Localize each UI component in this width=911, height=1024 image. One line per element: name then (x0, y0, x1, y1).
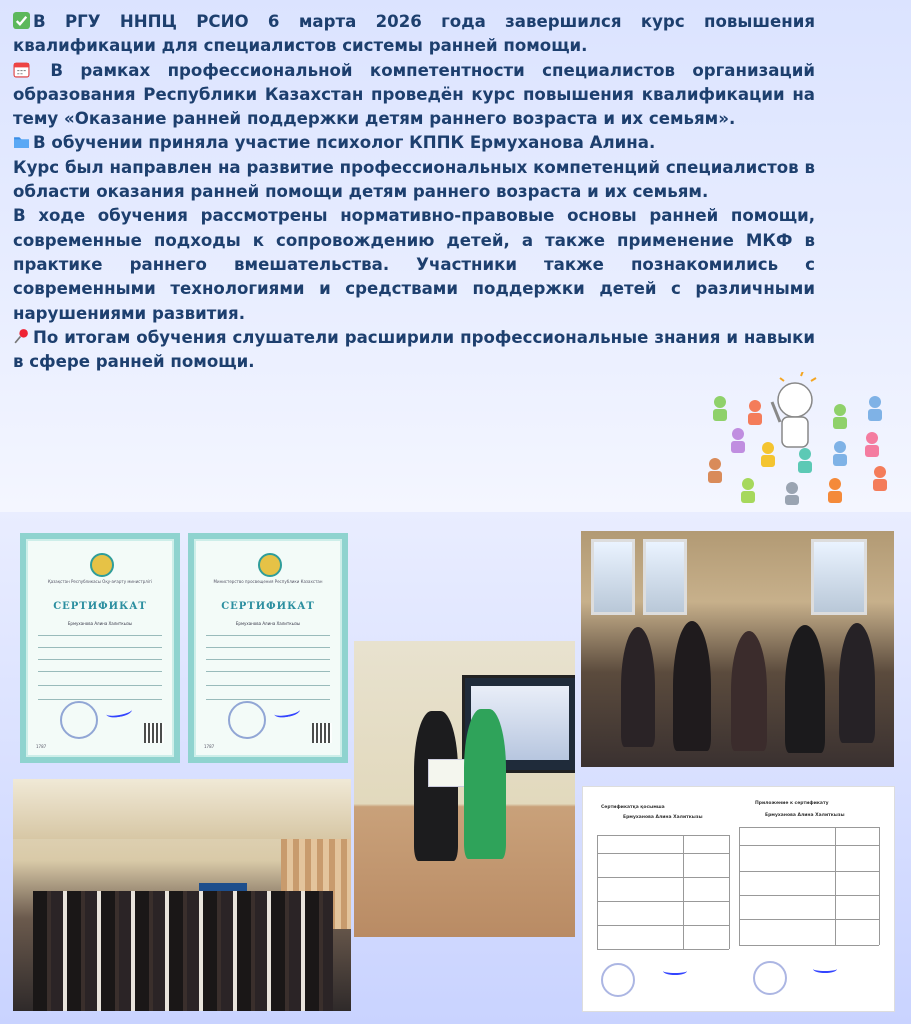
table-line (739, 945, 879, 946)
divider (38, 647, 162, 648)
certificate-name: Ермуханова Алина Халиткызы (67, 621, 133, 626)
divider (38, 671, 162, 672)
post-text (13, 10, 815, 374)
table-line (879, 827, 880, 945)
paragraph-6-text: По итогам обучения слушатели расширили профессиональные знания и навыки в сфере ранней помощи. (13, 327, 815, 372)
table-line (683, 835, 684, 949)
certificate-number: 1787 (204, 744, 215, 749)
table-line (739, 895, 879, 896)
certificate-name: Ермуханова Алина Халиткызы (235, 621, 301, 626)
paragraph-4 (13, 156, 815, 205)
divider (206, 659, 330, 660)
qr-code-icon (144, 723, 164, 743)
certificate-title: СЕРТИФИКАТ (221, 601, 315, 612)
appendix-heading-ru: Приложение к сертификату (755, 801, 829, 806)
certificate-kazakh-photo (20, 533, 180, 763)
qr-code-icon (312, 723, 332, 743)
certificate-in-hand (428, 759, 466, 787)
participant (464, 709, 506, 859)
check-mark-icon (13, 12, 30, 29)
children-illustration (700, 372, 900, 507)
certificate-header: Қазақстан Республикасы Оқу-ағарту министрлігі (47, 579, 153, 584)
table-line (739, 919, 879, 920)
classroom-photo (581, 531, 894, 767)
signature (273, 705, 300, 719)
table-line (597, 853, 729, 854)
divider (38, 659, 162, 660)
table-line (597, 835, 729, 836)
table-line (739, 827, 879, 828)
folder-icon (13, 133, 30, 150)
paragraph-3 (13, 131, 815, 155)
participant (785, 625, 825, 753)
paragraph-1 (13, 10, 815, 59)
participants-group (33, 891, 333, 1011)
table-line (739, 827, 740, 945)
stamp-seal (753, 961, 787, 995)
stamp-seal (601, 963, 635, 997)
table-line (597, 949, 729, 950)
emblem-icon (258, 553, 282, 577)
emblem-icon (90, 553, 114, 577)
pushpin-icon (13, 328, 30, 345)
appendix-heading-kz: Сертификатқа қосымша (601, 805, 665, 810)
table-line (597, 835, 598, 949)
signature (663, 967, 687, 975)
paragraph-3-text: В обучении приняла участие психолог КППК Ермуханова Алина. (33, 133, 656, 153)
paragraph-5 (13, 204, 815, 325)
divider (206, 635, 330, 636)
group-photo (13, 779, 351, 1011)
divider (206, 647, 330, 648)
appendix-name-kz: Ермуханова Алина Халиткызы (623, 815, 703, 820)
certificate-number: 1787 (36, 744, 47, 749)
certificate-appendix-photo (582, 786, 895, 1012)
window (811, 539, 867, 615)
paragraph-4-text: Курс был направлен на развитие профессиональных компетенций специалистов в области оказания ранней помощи детям раннего возраста и их семьям. (13, 157, 815, 202)
stamp-seal (60, 701, 98, 739)
window (643, 539, 687, 615)
certificate-title: СЕРТИФИКАТ (53, 601, 147, 612)
participant (621, 627, 655, 747)
paragraph-2 (13, 59, 815, 132)
certificate-presentation-photo (354, 641, 575, 937)
signature (105, 705, 132, 719)
certificate-header: Министерство просвещения Республики Казахстан (213, 579, 323, 584)
table-line (729, 835, 730, 949)
table-line (597, 901, 729, 902)
paragraph-5-text: В ходе обучения рассмотрены нормативно-правовые основы ранней помощи, современные подходы к сопровождению детей, а также применение МКФ в практике раннего вмешательства. Участники также познакомились с современными технологиями и средствами поддержки детей с различными нарушениями развития. (13, 206, 815, 323)
divider (206, 699, 330, 700)
table-line (597, 877, 729, 878)
certificate-russian-photo (188, 533, 348, 763)
divider (38, 699, 162, 700)
calendar-icon (13, 61, 30, 78)
stamp-seal (228, 701, 266, 739)
divider (206, 671, 330, 672)
table-line (739, 871, 879, 872)
signature (813, 965, 837, 973)
table-line (597, 925, 729, 926)
ceiling (13, 779, 351, 839)
divider (38, 635, 162, 636)
divider (206, 685, 330, 686)
appendix-name-ru: Ермуханова Алина Халиткызы (765, 813, 845, 818)
window (591, 539, 635, 615)
teacher-figure (772, 383, 812, 447)
paragraph-2-text: В рамках профессиональной компетентности специалистов организаций образования Республики Казахстан проведён курс повышения квалификации на тему «Оказание ранней поддержки детям раннего возраста и их семьям». (13, 60, 815, 129)
table-line (835, 827, 836, 945)
divider (38, 685, 162, 686)
table-line (739, 845, 879, 846)
participant (839, 623, 875, 743)
participant (731, 631, 767, 751)
paragraph-1-text: В РГУ ННПЦ РСИО 6 марта 2026 года завершился курс повышения квалификации для специалистов системы ранней помощи. (13, 12, 815, 56)
paragraph-6 (13, 326, 815, 375)
participant (673, 621, 711, 751)
